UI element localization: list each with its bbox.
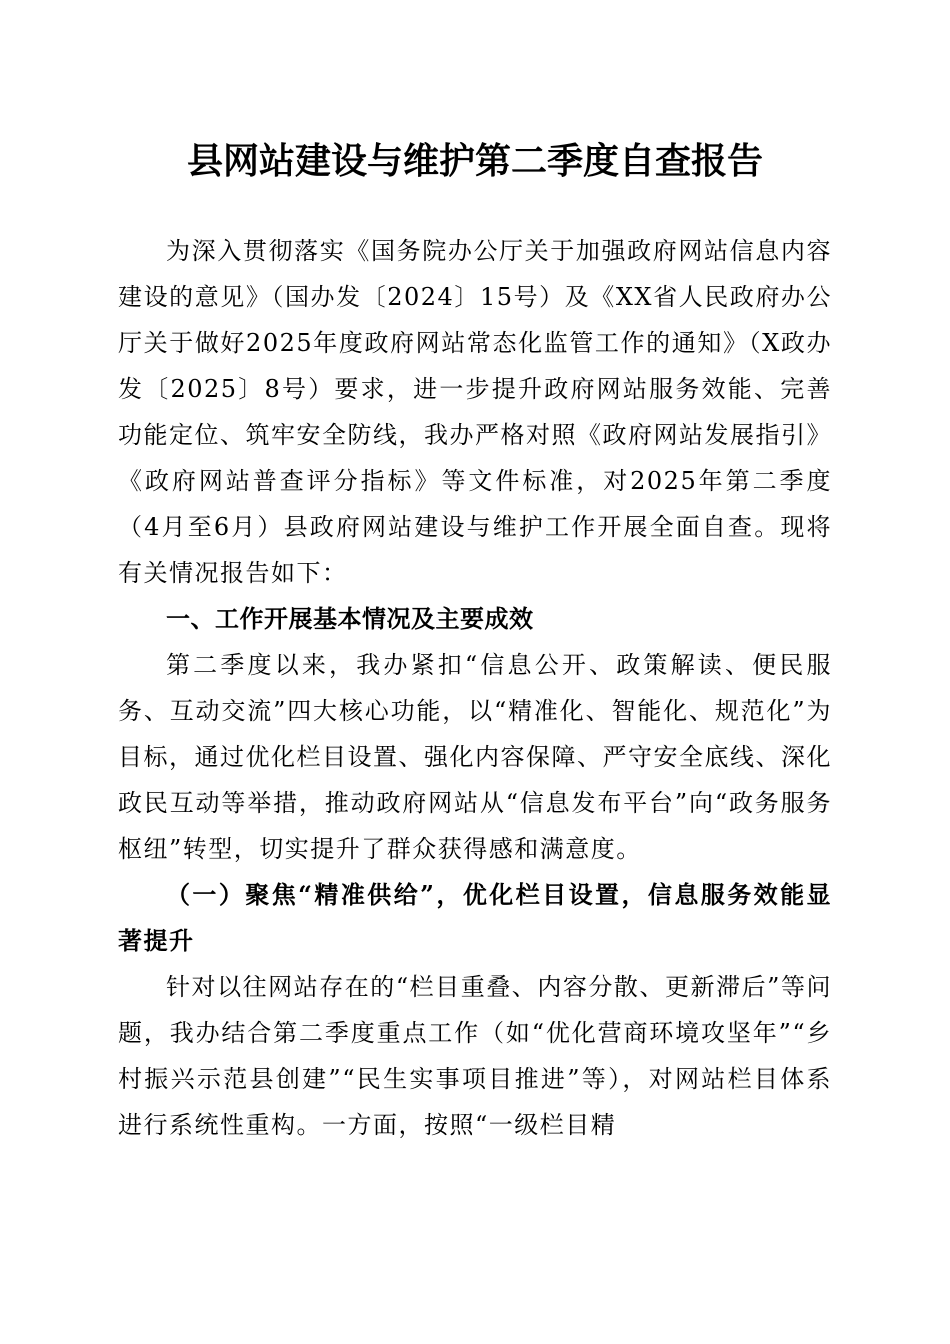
document-body	[118, 228, 832, 1148]
intro-paragraph: 为深入贯彻落实《国务院办公厅关于加强政府网站信息内容建设的意见》（国办发〔2024〕15号）及《XX省人民政府办公厅关于做好2025年度政府网站常态化监管工作的通知》（X政办发〔2025〕8号）要求，进一步提升政府网站服务效能、完善功能定位、筑牢安全防线，我办严格对照《政府网站发展指引》《政府网站普查评分指标》等文件标准，对2025年第二季度（4月至6月）县政府网站建设与维护工作开展全面自查。现将有关情况报告如下：	[118, 237, 832, 587]
section-heading: 一、工作开展基本情况及主要成效	[166, 605, 534, 633]
subsection-paragraph: 针对以往网站存在的“栏目重叠、内容分散、更新滞后”等问题，我办结合第二季度重点工作（如“优化营商环境攻坚年”“乡村振兴示范县创建”“民生实事项目推进”等），对网站栏目体系进行系统性重构。一方面，按照“一级栏目精	[118, 973, 832, 1139]
subsection-heading: （一）聚焦“精准供给”，优化栏目设置，信息服务效能显著提升	[118, 880, 832, 955]
section-paragraph: 第二季度以来，我办紧扣“信息公开、政策解读、便民服务、互动交流”四大核心功能，以“精准化、智能化、规范化”为目标，通过优化栏目设置、强化内容保障、严守安全底线、深化政民互动等举措，推动政府网站从“信息发布平台”向“政务服务枢纽”转型，切实提升了群众获得感和满意度。	[118, 651, 832, 863]
document-title: 县网站建设与维护第二季度自查报告	[186, 140, 763, 182]
